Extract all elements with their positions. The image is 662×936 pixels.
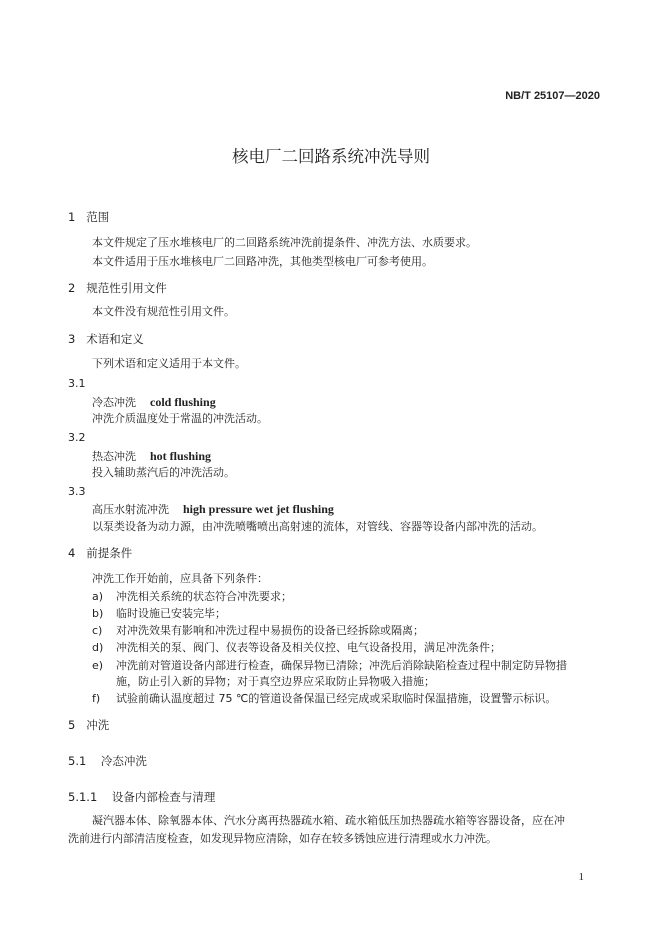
list-text: 冲洗相关的泵、阀门、仪表等设备及相关仪控、电气设备投用，满足冲洗条件； bbox=[116, 641, 501, 654]
list-marker: f) bbox=[92, 692, 101, 705]
section-number: 5.1 bbox=[68, 754, 87, 768]
section-4-heading bbox=[68, 546, 132, 560]
list-marker: e) bbox=[92, 659, 104, 672]
term-heading bbox=[92, 449, 211, 464]
term-definition: 冲洗介质温度处于常温的冲洗活动。 bbox=[92, 412, 268, 425]
section-3-heading bbox=[68, 332, 144, 346]
section-number: 5.1.1 bbox=[68, 790, 98, 804]
section-1-heading bbox=[68, 210, 109, 224]
list-text: 对冲洗效果有影响和冲洗过程中易损伤的设备已经拆除或隔离； bbox=[116, 624, 424, 637]
section-5-1-1-heading bbox=[68, 790, 215, 804]
section-title: 范围 bbox=[86, 210, 110, 224]
list-marker: a) bbox=[92, 590, 104, 603]
page-number: 1 bbox=[578, 871, 584, 883]
section-5-heading bbox=[68, 718, 109, 732]
term-number: 3.3 bbox=[68, 485, 86, 498]
section-number: 3 bbox=[68, 332, 76, 346]
list-marker: c) bbox=[92, 624, 103, 637]
list-text-continuation: 施，防止引入新的异物；对于真空边界应采取防止异物吸入措施； bbox=[116, 675, 435, 688]
paragraph: 本文件没有规范性引用文件。 bbox=[92, 305, 235, 318]
list-text: 试验前确认温度超过 75 ℃的管道设备保温已经完成或采取临时保温措施，设置警示标识。 bbox=[116, 692, 557, 705]
section-title: 冷态冲洗 bbox=[100, 754, 147, 768]
document-title: 核电厂二回路系统冲洗导则 bbox=[232, 147, 430, 166]
term-number: 3.2 bbox=[68, 431, 86, 444]
section-5-1-heading bbox=[68, 754, 147, 768]
paragraph-continuation: 洗前进行内部清洁度检查，如发现异物应清除，如存在较多锈蚀应进行清理或水力冲洗。 bbox=[68, 832, 497, 845]
paragraph: 冲洗工作开始前，应具备下列条件： bbox=[92, 572, 268, 585]
list-item bbox=[92, 692, 556, 706]
term-zh: 冷态冲洗 bbox=[92, 396, 136, 409]
section-title: 冲洗 bbox=[86, 718, 110, 732]
term-en: hot flushing bbox=[150, 449, 212, 463]
term-heading bbox=[92, 395, 216, 410]
list-item bbox=[92, 659, 567, 673]
paragraph: 本文件规定了压水堆核电厂的二回路系统冲洗前提条件、冲洗方法、水质要求。 bbox=[92, 236, 477, 249]
section-number: 1 bbox=[68, 210, 76, 224]
list-marker: d) bbox=[92, 641, 104, 654]
standard-number: NB/T 25107—2020 bbox=[505, 90, 600, 102]
term-zh: 热态冲洗 bbox=[92, 450, 136, 463]
term-en: cold flushing bbox=[150, 395, 216, 409]
section-number: 4 bbox=[68, 546, 76, 560]
section-title: 设备内部检查与清理 bbox=[111, 790, 216, 804]
list-text: 冲洗前对管道设备内部进行检查，确保异物已清除；冲洗后消除缺陷检查过程中制定防异物措 bbox=[116, 659, 567, 672]
list-marker: b) bbox=[92, 607, 104, 620]
section-title: 术语和定义 bbox=[86, 332, 144, 346]
term-definition: 投入辅助蒸汽后的冲洗活动。 bbox=[92, 466, 235, 479]
list-item bbox=[92, 590, 292, 604]
section-title: 规范性引用文件 bbox=[86, 281, 167, 295]
paragraph: 下列术语和定义适用于本文件。 bbox=[92, 357, 246, 370]
list-text: 冲洗相关系统的状态符合冲洗要求； bbox=[116, 590, 292, 603]
list-item bbox=[92, 624, 424, 638]
section-2-heading bbox=[68, 281, 167, 295]
paragraph: 凝汽器本体、除氧器本体、汽水分离再热器疏水箱、疏水箱低压加热器疏水箱等容器设备，应在冲 bbox=[92, 814, 565, 827]
term-heading bbox=[92, 502, 334, 517]
list-text: 临时设施已安装完毕； bbox=[116, 607, 226, 620]
term-zh: 高压水射流冲洗 bbox=[92, 503, 169, 516]
term-number: 3.1 bbox=[68, 377, 86, 390]
list-item bbox=[92, 607, 226, 621]
section-title: 前提条件 bbox=[86, 546, 133, 560]
section-number: 5 bbox=[68, 718, 76, 732]
list-item bbox=[92, 641, 501, 655]
section-number: 2 bbox=[68, 281, 76, 295]
term-definition: 以泵类设备为动力源，由冲洗喷嘴喷出高射速的流体，对管线、容器等设备内部冲洗的活动。 bbox=[92, 520, 543, 533]
term-en: high pressure wet jet flushing bbox=[183, 502, 334, 516]
paragraph: 本文件适用于压水堆核电厂二回路冲洗，其他类型核电厂可参考使用。 bbox=[92, 255, 433, 268]
